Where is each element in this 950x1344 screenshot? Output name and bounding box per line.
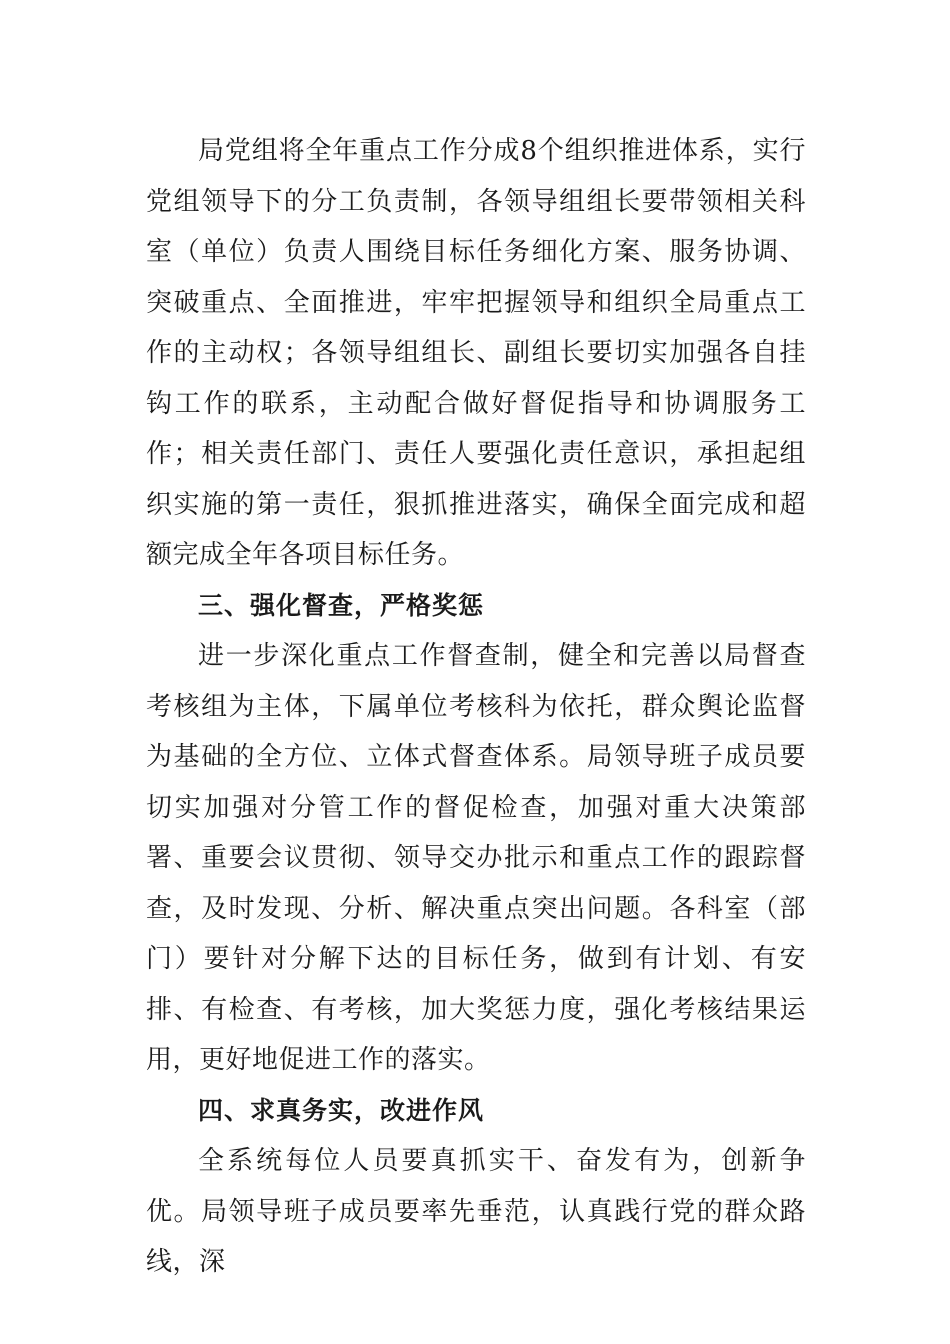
document-body — [146, 126, 806, 1288]
section-heading-work-style: 四、求真务实，改进作风 — [198, 1095, 485, 1125]
section-heading-supervision: 三、强化督查，严格奖惩 — [198, 590, 485, 620]
paragraph-supervision: 进一步深化重点工作督查制，健全和完善以局督查考核组为主体，下属单位考核科为依托，群众舆论监督为基础的全方位、立体式督查体系。局领导班子成员要切实加强对分管工作的督促检查，加强对重大决策部署、重要会议贯彻、领导交办批示和重点工作的跟踪督查，及时发现、分析、解决重点突出问题。各科室（部门）要针对分解下达的目标任务，做到有计划、有安排、有检查、有考核，加大奖惩力度，强化考核结果运用，更好地促进工作的落实。 — [146, 641, 806, 1075]
paragraph-responsibility-system: 局党组将全年重点工作分成8个组织推进体系，实行党组领导下的分工负责制，各领导组组长要带领相关科室（单位）负责人围绕目标任务细化方案、服务协调、突破重点、全面推进，牢牢把握领导和组织全局重点工作的主动权；各领导组组长、副组长要切实加强各自挂钩工作的联系，主动配合做好督促指导和协调服务工作；相关责任部门、责任人要强化责任意识，承担起组织实施的第一责任，狠抓推进落实，确保全面完成和超额完成全年各项目标任务。 — [146, 136, 806, 570]
paragraph-work-style: 全系统每位人员要真抓实干、奋发有为，创新争优。局领导班子成员要率先垂范，认真践行党的群众路线，深 — [146, 1146, 806, 1277]
